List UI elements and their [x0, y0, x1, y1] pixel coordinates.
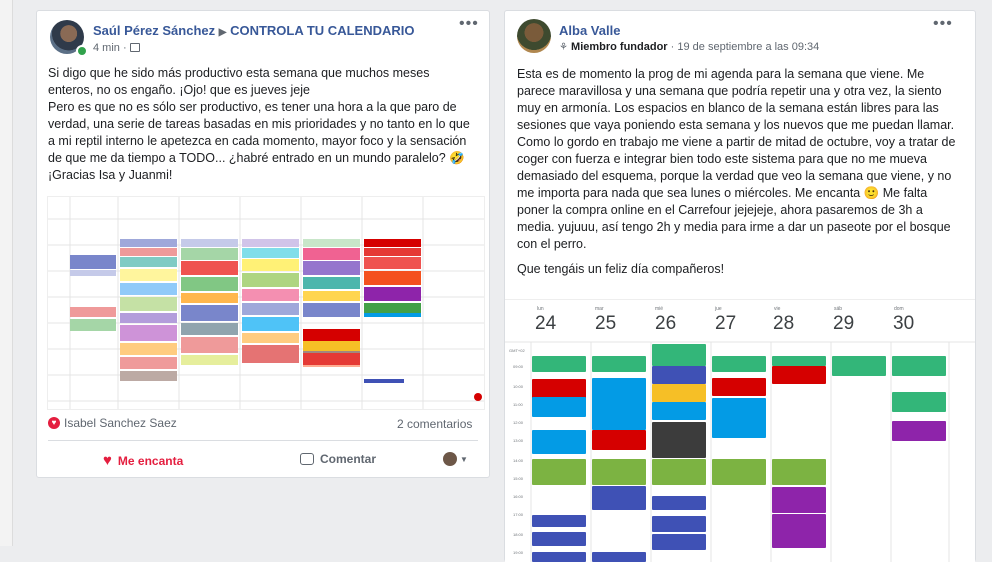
time-label: 16:00: [513, 494, 524, 499]
chevron-down-icon: ▼: [460, 454, 468, 464]
calendar-event[interactable]: [652, 402, 706, 420]
post-body: [517, 66, 957, 278]
calendar-event[interactable]: [592, 459, 646, 485]
day-number[interactable]: 24: [535, 313, 557, 334]
comment-button[interactable]: Comentar: [300, 452, 376, 466]
day-number[interactable]: 29: [833, 313, 855, 334]
group-name[interactable]: CONTROLA TU CALENDARIO: [230, 23, 415, 38]
time-label: 13:00: [513, 438, 524, 443]
calendar-event[interactable]: [652, 384, 706, 402]
speech-bubble-icon: [300, 453, 314, 465]
calendar-event[interactable]: [652, 496, 706, 510]
calendar-event[interactable]: [772, 459, 826, 485]
calendar-event[interactable]: [772, 366, 826, 384]
heart-icon: ♥: [48, 417, 60, 429]
calendar-event[interactable]: [652, 516, 706, 532]
calendar-event[interactable]: [532, 532, 586, 546]
calendar-event[interactable]: [832, 356, 886, 376]
divider: [48, 440, 478, 441]
calendar-event[interactable]: [712, 378, 766, 396]
author-name[interactable]: Alba Valle: [559, 23, 621, 38]
calendar-event[interactable]: [892, 421, 946, 441]
day-label: mié: [655, 306, 664, 312]
time-label: 09:00: [513, 364, 524, 369]
timezone-label: GMT+02: [509, 348, 525, 353]
calendar-event[interactable]: [712, 459, 766, 485]
reactor-name: Isabel Sanchez Saez: [64, 416, 177, 430]
calendar-event[interactable]: [892, 356, 946, 376]
calendar-event[interactable]: [532, 430, 586, 454]
post-paragraph: Esta es de momento la prog de mi agenda para la semana que viene. Me parece maravillosa y una semana que podría repetir una y otra vez, la siento muy en armonía. Los espacios en blanco de la semana están libres para las sesiones que vaya poniendo esta semana y los nuevos que me puedan llamar. Como lo gordo en trabajo me viene a partir de mitad de octubre, voy a tratar de coger con fuerza e integrar bien todo este sistema para que no me mueva demasiado del esquema, porque la verdad que veo la semana que viene, y no me importa para nada que sea lunes o miércoles. Me encanta 🙂 Me falta poner la compra online en el Carrefour jejejeje, ahora pasaremos de 3h a media. yujuuu, así tengo 2h y media para irme a dar un paseote por el bosque con el perro.: [517, 67, 956, 251]
calendar-event[interactable]: [532, 397, 586, 417]
calendar-event[interactable]: [592, 552, 646, 562]
time-label: 11:00: [513, 402, 523, 407]
post-paragraph: Si digo que he sido más productivo esta semana que muchos meses enteros, no os engaño. ¡Ojo! que es jueves jeje: [48, 66, 430, 97]
calendar-event[interactable]: [532, 379, 586, 399]
day-label: lun: [537, 306, 544, 312]
calendar-event[interactable]: [652, 366, 706, 384]
calendar-event[interactable]: [772, 487, 826, 513]
calendar-event[interactable]: [652, 422, 706, 458]
reactions-summary[interactable]: [48, 416, 177, 430]
more-options-icon[interactable]: •••: [459, 15, 479, 32]
day-number[interactable]: 27: [715, 313, 737, 334]
post-paragraph: Pero es que no es sólo ser productivo, es tener una hora a la que paro de verdad, una serie de tareas basadas en mis prioridades y no tanto en lo que a mi reptil interno le apetezca en cada momento, mayor foco y la sensación de que me da tiempo a TODO... ¿habré entrado en un mundo paralelo? 🤣 ¡Gracias Isa y Juanmi!: [48, 100, 470, 182]
member-badge: Miembro fundador: [571, 41, 668, 53]
heart-icon: ♥: [103, 452, 112, 469]
post-time[interactable]: 19 de septiembre a las 09:34: [677, 41, 820, 53]
calendar-grid: [48, 197, 484, 409]
day-number[interactable]: 30: [893, 313, 915, 334]
day-number[interactable]: 26: [655, 313, 677, 334]
post-header: [93, 23, 414, 38]
post-time[interactable]: 4 min: [93, 42, 120, 54]
calendar-event[interactable]: [892, 392, 946, 412]
day-number[interactable]: 28: [773, 313, 795, 334]
online-status-dot: [76, 45, 88, 57]
more-options-icon[interactable]: •••: [933, 15, 953, 32]
calendar-event[interactable]: [592, 486, 646, 510]
calendar-event[interactable]: [532, 356, 586, 372]
calendar-event[interactable]: [532, 552, 586, 562]
time-label: 19:00: [513, 550, 524, 555]
avatar[interactable]: [517, 19, 551, 53]
time-label: 15:00: [513, 476, 524, 481]
founder-badge-icon: ⚘: [559, 42, 568, 53]
calendar-screenshot[interactable]: [505, 299, 975, 562]
calendar-event[interactable]: [712, 398, 766, 438]
triangle-right-icon: ▶: [218, 27, 227, 38]
day-label: jue: [715, 306, 722, 312]
calendar-event[interactable]: [652, 534, 706, 550]
comments-count[interactable]: 2 comentarios: [397, 417, 473, 431]
calendar-event[interactable]: [712, 356, 766, 372]
post-meta: ⚘ Miembro fundador · 19 de septiembre a las 09:34: [559, 41, 820, 53]
calendar-event[interactable]: [772, 514, 826, 548]
calendar-event[interactable]: [592, 356, 646, 372]
time-label: 17:00: [513, 512, 524, 517]
day-label: mar: [595, 306, 604, 312]
time-label: 10:00: [513, 384, 524, 389]
time-label: 18:00: [513, 532, 524, 537]
reaction-identity-selector[interactable]: [443, 452, 468, 466]
calendar-event[interactable]: [592, 430, 646, 450]
calendar-event[interactable]: [772, 356, 826, 366]
calendar-event[interactable]: [652, 459, 706, 485]
calendar-event[interactable]: [532, 459, 586, 485]
calendar-event[interactable]: [532, 515, 586, 527]
post-card-left: [36, 10, 490, 478]
calendar-event[interactable]: [592, 378, 646, 430]
window-edge: [0, 0, 13, 546]
post-card-right: [504, 10, 976, 562]
day-label: dom: [894, 306, 904, 312]
calendar-event[interactable]: [652, 344, 706, 366]
post-body: [48, 65, 478, 184]
day-number[interactable]: 25: [595, 313, 617, 334]
post-paragraph: Que tengáis un feliz día compañeros!: [517, 262, 725, 276]
avatar: [443, 452, 457, 466]
calendar-screenshot[interactable]: [47, 196, 485, 410]
author-name[interactable]: Saúl Pérez Sánchez: [93, 23, 216, 38]
day-label: vie: [774, 306, 781, 312]
post-meta: 4 min ·: [93, 42, 140, 54]
day-label: sáb: [834, 306, 843, 312]
time-label: 14:00: [513, 458, 524, 463]
audience-icon: [130, 43, 140, 52]
love-button[interactable]: ♥ Me encanta: [103, 452, 184, 469]
time-label: 12:00: [513, 420, 524, 425]
